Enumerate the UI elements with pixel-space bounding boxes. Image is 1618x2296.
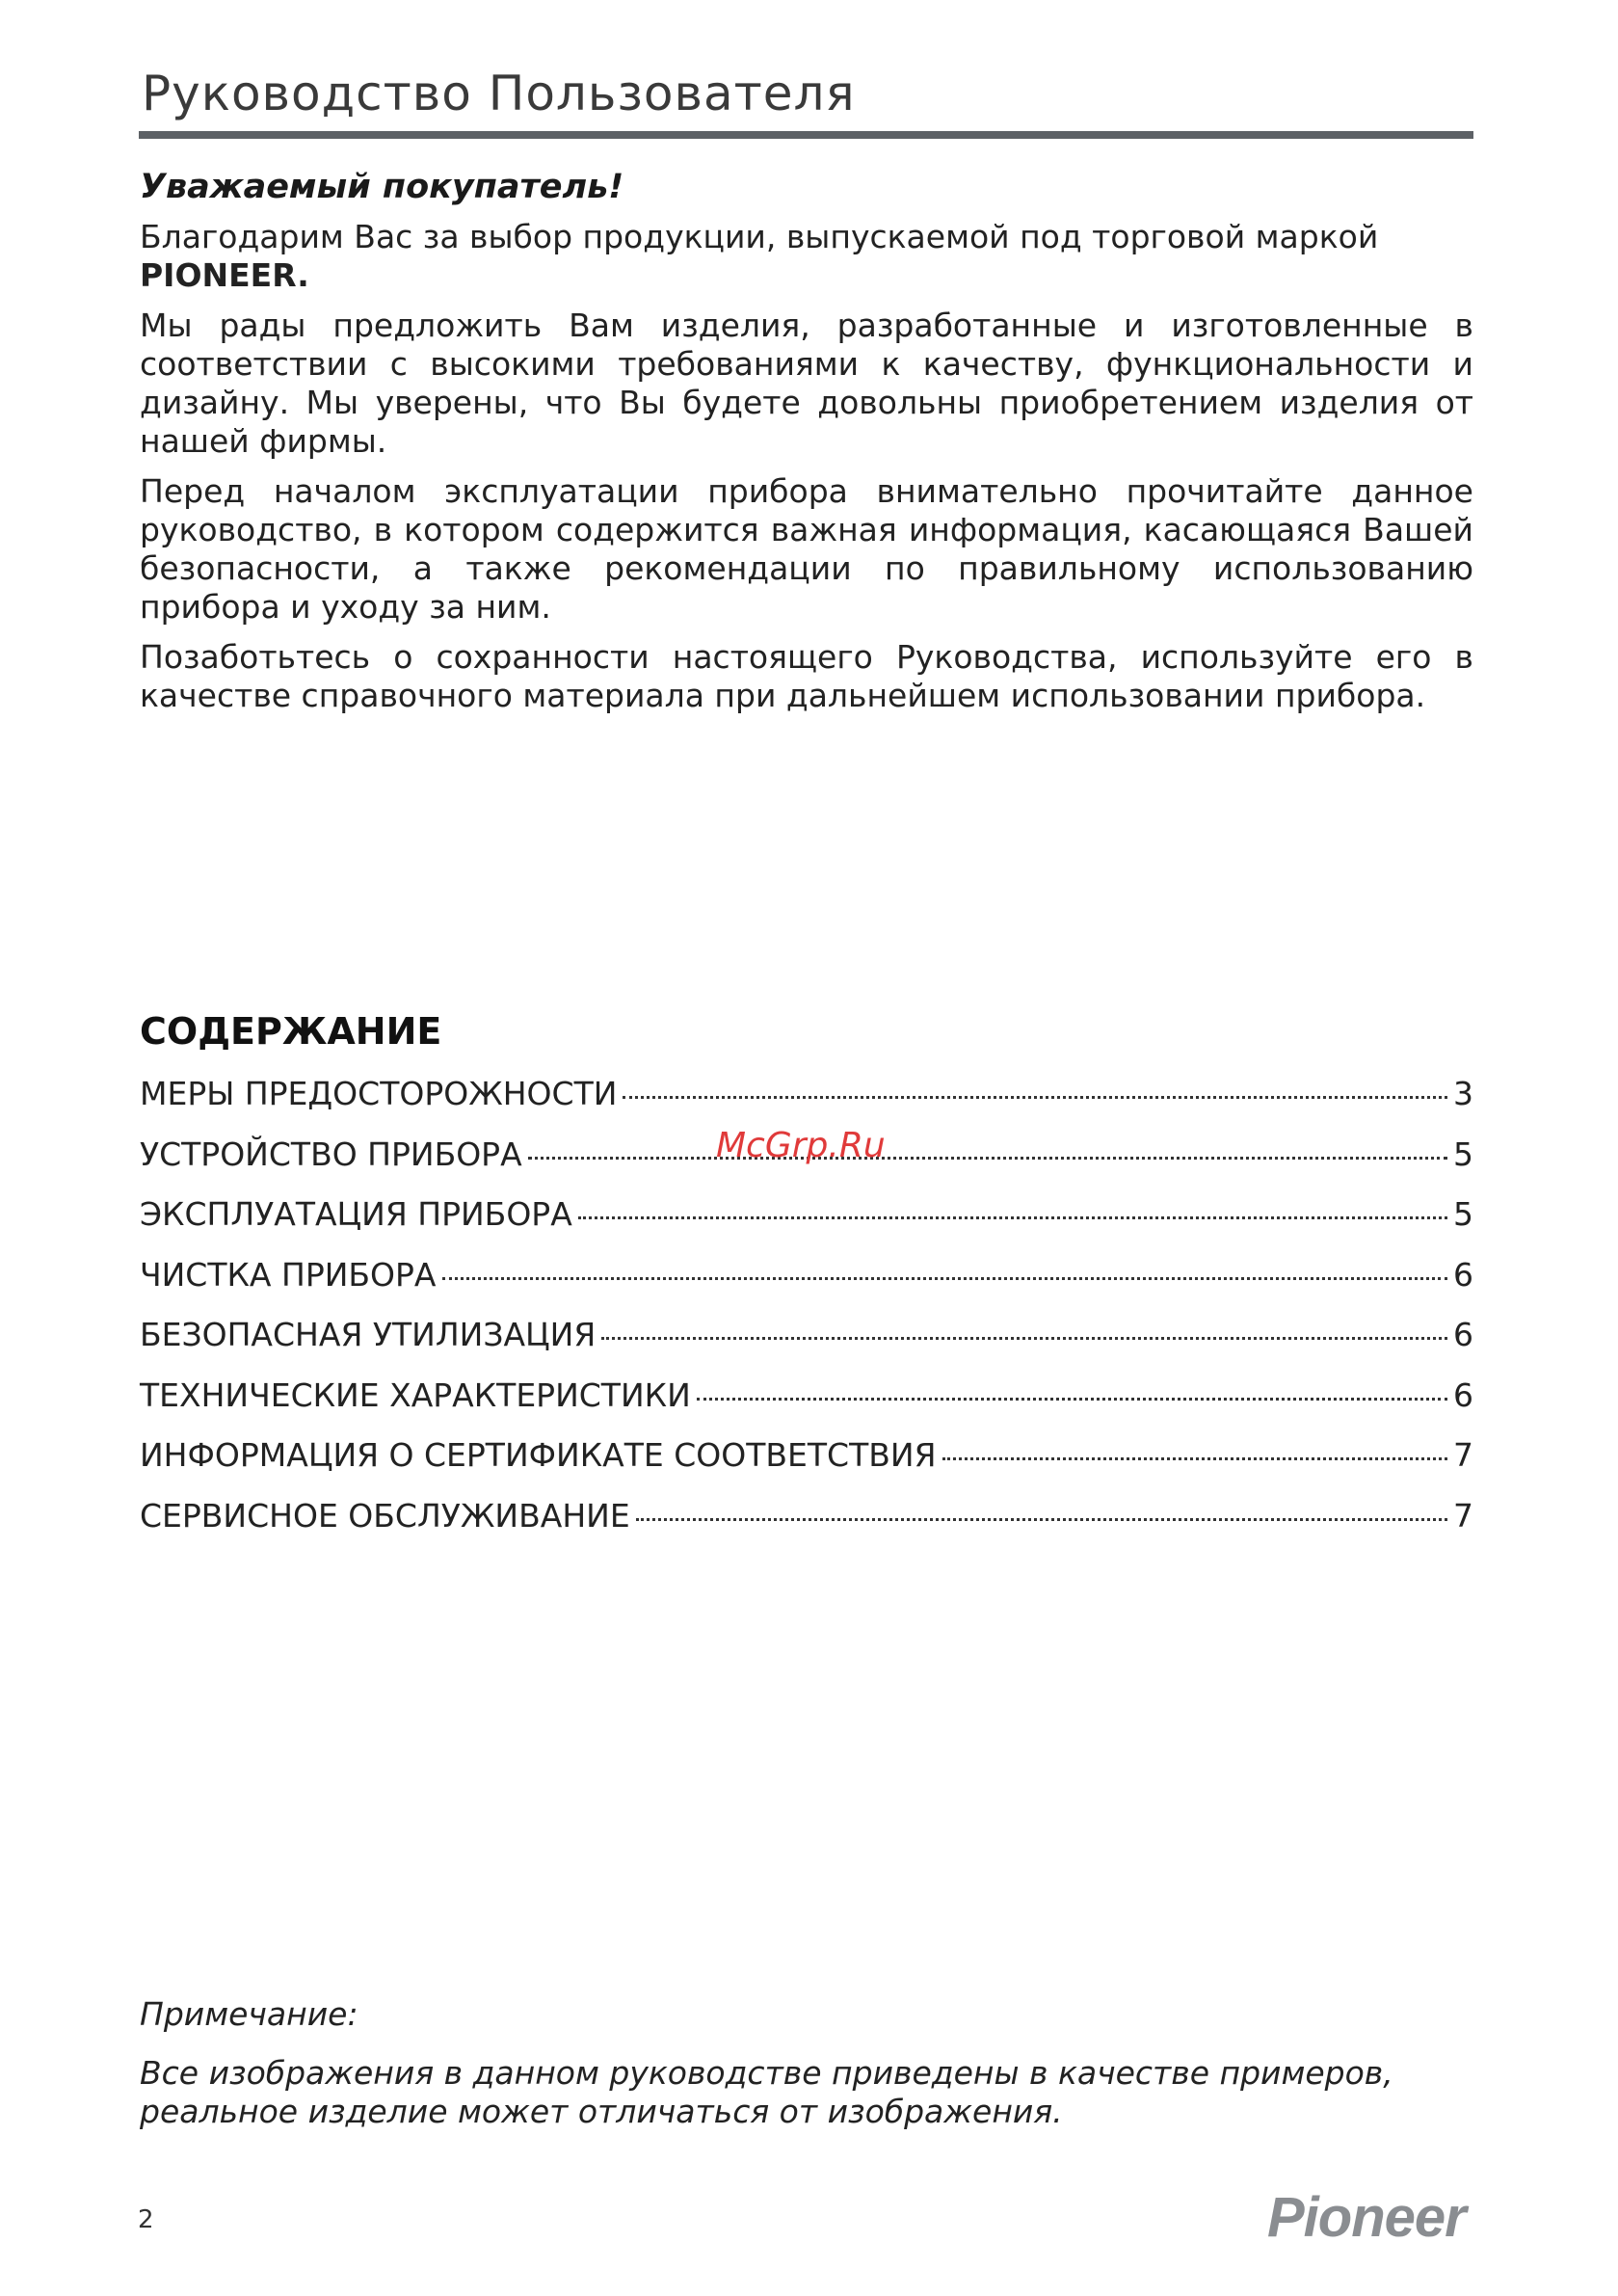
toc-item[interactable] (140, 1195, 1473, 1256)
toc-item-label: ЧИСТКА ПРИБОРА (140, 1255, 437, 1294)
toc-item-page: 7 (1453, 1496, 1473, 1535)
toc-item-label: ТЕХНИЧЕСКИЕ ХАРАКТЕРИСТИКИ (140, 1375, 691, 1414)
watermark: McGrp.Ru (716, 1126, 886, 1165)
toc-heading: СОДЕРЖАНИЕ (140, 1010, 442, 1053)
intro-paragraph-4: Позаботьтесь о сохранности настоящего Руководства, используйте его в качестве справочного материала при дальнейшем использовании прибора. (140, 638, 1473, 714)
toc-leader-dots (601, 1337, 1447, 1340)
toc-item-page: 6 (1453, 1375, 1473, 1414)
toc-item-label: СЕРВИСНОЕ ОБСЛУЖИВАНИЕ (140, 1496, 630, 1535)
toc-item[interactable] (140, 1436, 1473, 1497)
note-text: Все изображения в данном руководстве приведены в качестве примеров, реальное изделие может отличаться от изображения. (140, 2054, 1393, 2130)
toc-leader-dots (697, 1398, 1447, 1401)
toc-item-page: 6 (1453, 1255, 1473, 1294)
toc-leader-dots (623, 1096, 1447, 1099)
toc-item-page: 3 (1453, 1075, 1473, 1112)
toc-item-page: 7 (1453, 1436, 1473, 1474)
header-divider (139, 131, 1473, 139)
toc-item-page: 5 (1453, 1195, 1473, 1233)
toc-item[interactable] (140, 1256, 1473, 1317)
toc-item-page: 6 (1453, 1316, 1473, 1353)
page-title: Руководство Пользователя (142, 66, 856, 121)
note-section (140, 1995, 1473, 2131)
toc-item[interactable] (140, 1316, 1473, 1376)
pioneer-logo: Pioneer (1267, 2186, 1466, 2249)
brand-name: PIONEER. (140, 256, 309, 294)
note-label: Примечание: (140, 1995, 358, 2033)
toc-leader-dots (442, 1277, 1448, 1280)
intro-paragraph-2: Мы рады предложить Вам изделия, разработанные и изготовленные в соответствии с высокими требованиями к качеству, функциональности и дизайну. Мы уверены, что Вы будете довольны приобретением изделия от нашей фирмы. (140, 307, 1473, 460)
intro-paragraph-3: Перед началом эксплуатации прибора внимательно прочитайте данное руководство, в котором содержится важная информация, касающаяся Вашей безопасности, а также рекомендации по правильному использованию прибора и уходу за ним. (140, 472, 1473, 626)
toc-leader-dots (528, 1157, 1447, 1160)
intro-section (140, 168, 1473, 727)
toc-item[interactable] (140, 1376, 1473, 1437)
intro-paragraph-1-text: Благодарим Вас за выбор продукции, выпускаемой под торговой маркой (140, 218, 1379, 255)
toc-leader-dots (942, 1457, 1448, 1460)
toc-leader-dots (636, 1518, 1447, 1521)
intro-paragraph-1 (140, 218, 1473, 295)
toc-leader-dots (578, 1216, 1447, 1219)
toc-item-page: 5 (1453, 1135, 1473, 1173)
toc-item-label: ЭКСПЛУАТАЦИЯ ПРИБОРА (140, 1195, 572, 1233)
toc-item[interactable] (140, 1497, 1473, 1558)
page-number: 2 (138, 2205, 154, 2234)
toc-item-label: УСТРОЙСТВО ПРИБОРА (140, 1135, 522, 1173)
greeting: Уважаемый покупатель! (140, 168, 624, 206)
toc-item-label: ИНФОРМАЦИЯ О СЕРТИФИКАТЕ СООТВЕТСТВИЯ (140, 1436, 937, 1474)
toc-item-label: МЕРЫ ПРЕДОСТОРОЖНОСТИ (140, 1075, 618, 1112)
toc-item-label: БЕЗОПАСНАЯ УТИЛИЗАЦИЯ (140, 1316, 597, 1353)
